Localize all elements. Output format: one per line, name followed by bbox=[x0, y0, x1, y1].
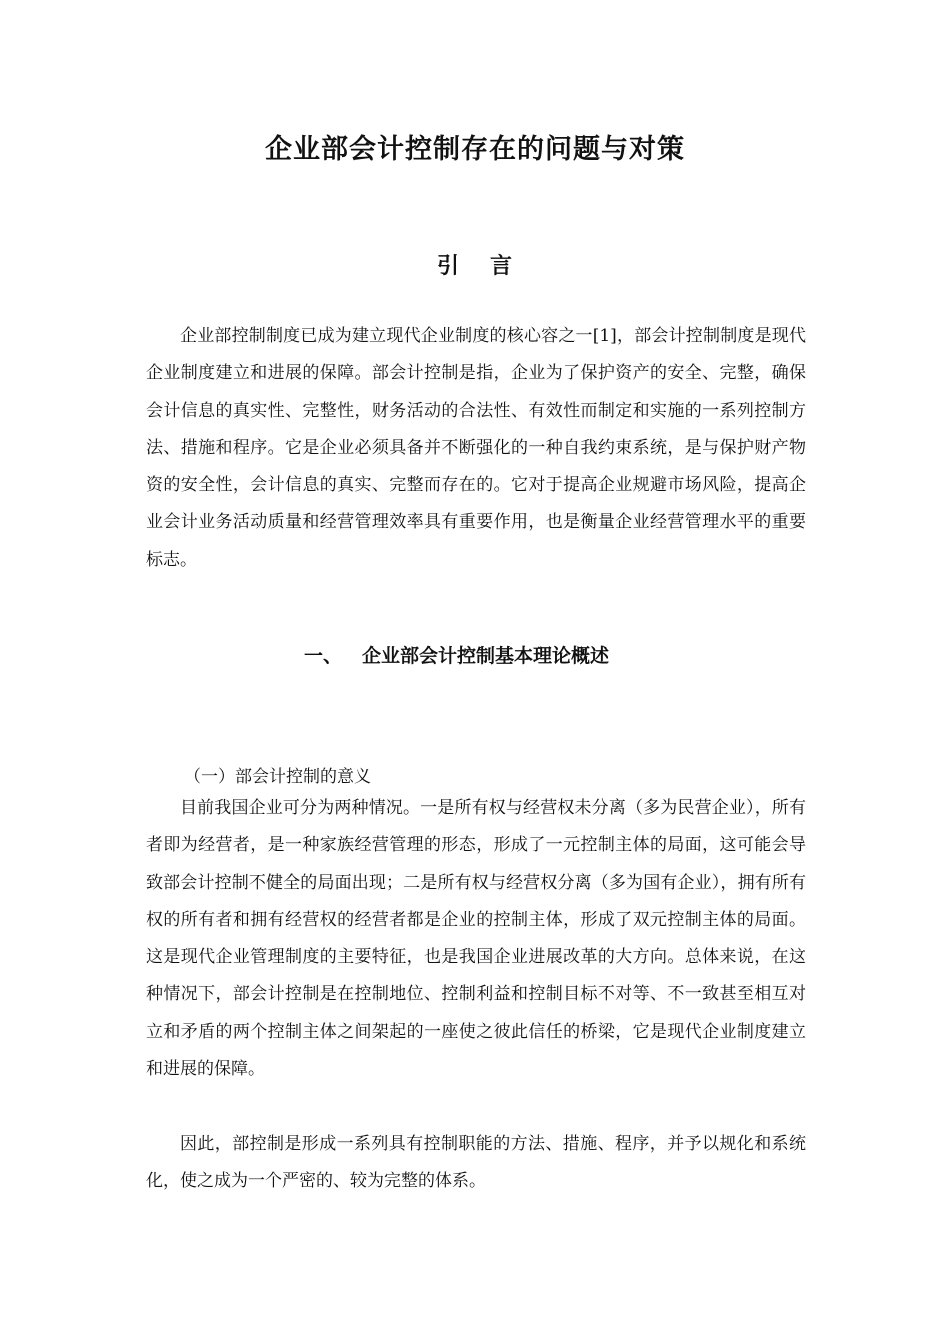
section-heading-1 bbox=[304, 640, 609, 672]
intro-heading bbox=[0, 250, 950, 284]
document-title: 企业部会计控制存在的问题与对策 bbox=[265, 134, 685, 165]
intro-paragraph: 企业部控制制度已成为建立现代企业制度的核心容之一[1]，部会计控制制度是现代企业制度建立和进展的保障。部会计控制是指，企业为了保护资产的安全、完整，确保会计信息的真实性、完整性，财务活动的合法性、有效性而制定和实施的一系列控制方法、措施和程序。它是企业必须具备并不断强化的一种自我约束系统，是与保护财产物资的安全性，会计信息的真实、完整而存在的。它对于提高企业规避市场风险，提高企业会计业务活动质量和经营管理效率具有重要作用，也是衡量企业经营管理水平的重要标志。 bbox=[146, 326, 806, 570]
body-paragraph: 因此，部控制是形成一系列具有控制职能的方法、措施、程序，并予以规化和系统化，使之成为一个严密的、较为完整的体系。 bbox=[146, 1134, 806, 1192]
intro-heading-char-1: 引 bbox=[436, 254, 460, 279]
section-number: 一、 bbox=[304, 645, 343, 667]
intro-heading-char-2: 言 bbox=[490, 254, 514, 279]
section-title: 企业部会计控制基本理论概述 bbox=[362, 645, 610, 667]
subsection-heading: （一）部会计控制的意义 bbox=[184, 767, 371, 787]
body-paragraph: 目前我国企业可分为两种情况。一是所有权与经营权未分离（多为民营企业），所有者即为经营者，是一种家族经营管理的形态，形成了一元控制主体的局面，这可能会导致部会计控制不健全的局面出现；二是所有权与经营权分离（多为国有企业），拥有所有权的所有者和拥有经营权的经营者都是企业的控制主体，形成了双元控制主体的局面。这是现代企业管理制度的主要特征，也是我国企业进展改革的大方向。总体来说，在这种情况下，部会计控制是在控制地位、控制利益和控制目标不对等、不一致甚至相互对立和矛盾的两个控制主体之间架起的一座使之彼此信任的桥梁，它是现代企业制度建立和进展的保障。 bbox=[146, 798, 806, 1080]
